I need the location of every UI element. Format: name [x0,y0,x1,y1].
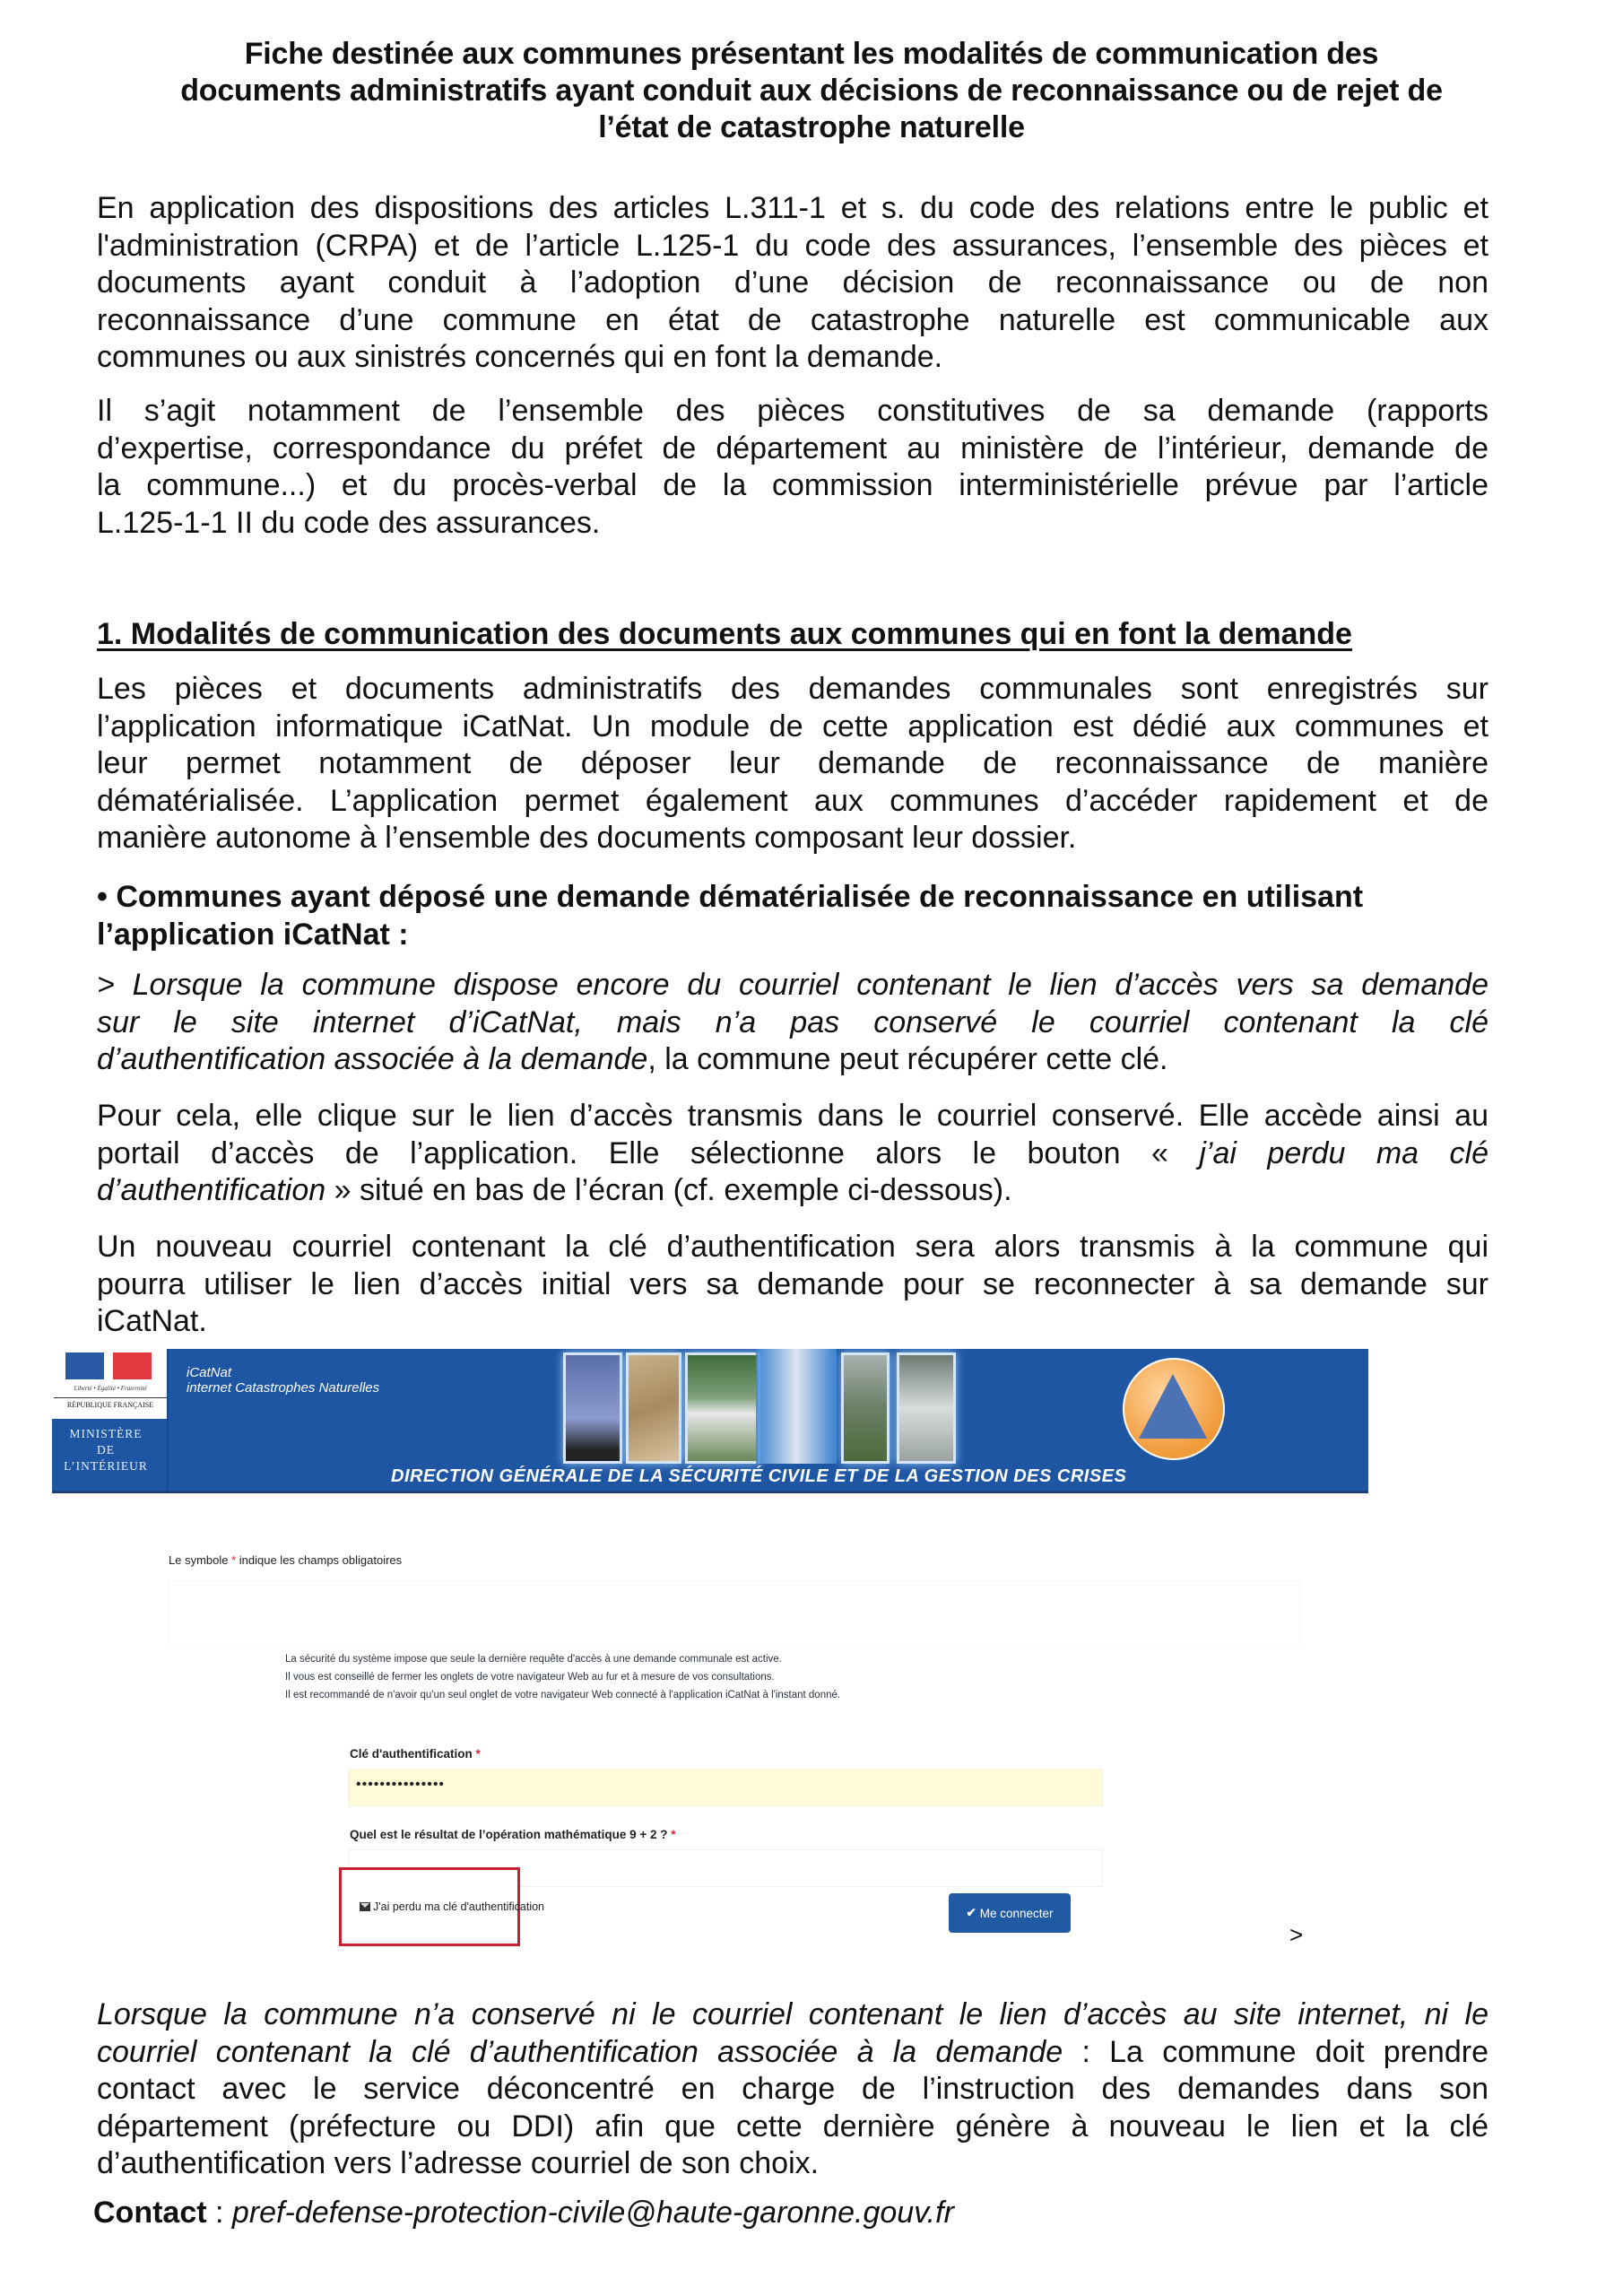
text-line: Pour cela, elle clique sur le lien d’accès transmis dans le courriel conservé. Elle accède ainsi au [97,1099,1488,1133]
text: Le symbole [169,1553,232,1567]
contact-line [93,2196,954,2231]
text-line: L.125-1-1 II du code des assurances. [97,505,601,540]
text-line: Il s’agit notamment de l’ensemble des pièces constitutives de sa demande (rapports [97,394,1488,428]
chevron-right-icon: > [1289,1921,1304,1948]
envelope-icon [360,1902,370,1911]
connect-button[interactable] [949,1893,1071,1933]
bullet-heading [97,879,1488,953]
text-line: Lorsque la commune n’a conservé ni le courriel contenant le lien d’accès au site internet, ni le [97,1997,1488,2031]
italic-text: d’authentification associée à la demande [97,1042,648,1076]
flood-rescue-photo [685,1352,760,1464]
required-star: * [231,1553,237,1567]
securite-civile-triangle-icon [1139,1374,1207,1439]
case-1-paragraph [97,967,1488,1079]
text-line: contact avec le service déconcentré en charge de l’instruction des demandes dans son [97,2072,1488,2106]
section-paragraph [97,671,1488,857]
text-line: Un nouveau courriel contenant la clé d’authentification sera alors transmis à la commune qui [97,1230,1488,1264]
text-line [97,1041,1488,1079]
text-line: pourra utiliser le lien d’accès initial vers sa demande pour se reconnecter à sa demande sur [97,1266,1488,1301]
text-line: l’application informatique iCatNat. Un module de cette application est dédié aux communes et [97,709,1488,744]
text-line: En application des dispositions des articles L.311-1 et s. du code des relations entre le public et [97,191,1488,225]
italic-text: courriel contenant la clé d’authentification associée à la demande [97,2034,1063,2069]
contact-label: Contact [93,2196,207,2230]
text-line: iCatNat. [97,1304,207,1338]
title-line: documents administratifs ayant conduit aux décisions de reconnaissance ou de rejet de [180,74,1443,108]
wave-photo [897,1352,956,1464]
auth-key-label [350,1747,481,1761]
ministry-line: L’INTÉRIEUR [64,1459,148,1473]
app-title [187,1365,379,1396]
ministry-line: DE [97,1443,115,1457]
required-star: * [671,1828,676,1841]
lost-key-link[interactable] [360,1900,544,1913]
banner-divider [167,1349,169,1491]
text-line: l'administration (CRPA) et de l’article L.125-1 du code des assurances, l’ensemble des pièces et [97,228,1488,263]
text-line: dématérialisée. L’application permet également aux communes d’accéder rapidement et de [97,783,1488,818]
title-line: l’état de catastrophe naturelle [598,110,1025,144]
ministry-name [52,1426,160,1474]
masked-value: ••••••••••••••• [356,1777,446,1792]
text-line [97,1135,1488,1173]
text-line: reconnaissance d’une commune en état de catastrophe naturelle est communicable aux [97,302,1488,337]
icatnat-login-screenshot [52,1349,1370,1977]
new-email-paragraph [97,1229,1488,1341]
checkmark-icon: ✔ [966,1906,976,1919]
security-notice [285,1650,840,1704]
marianne-flag-icon [65,1352,152,1379]
text-line: d’authentification vers l’adresse courriel de son choix. [97,2146,820,2180]
required-fields-note [169,1553,402,1567]
direction-name: DIRECTION GÉNÉRALE DE LA SÉCURITÉ CIVILE ET DE LA GESTION DES CRISES [391,1466,1127,1486]
text-line: l’application iCatNat : [97,917,409,952]
section-heading: 1. Modalités de communication des documents aux communes qui en font la demande [97,617,1352,651]
disaster-photo-strip [447,1349,1128,1464]
contact-email-link[interactable]: pref-defense-protection-civile@haute-garonne.gouv.fr [231,2196,954,2230]
text-line: Les pièces et documents administratifs des demandes communales sont enregistrés sur [97,672,1488,706]
separator: : [206,2196,232,2230]
text-line: > Lorsque la commune dispose encore du courriel contenant le lien d’accès vers sa demande [97,968,1488,1002]
title-line: Fiche destinée aux communes présentant les modalités de communication des [244,37,1379,71]
republic-motto: Liberté • Égalité • Fraternité [74,1385,147,1392]
italic-text: d’authentification [97,1173,326,1207]
text: : La commune doit prendre [1063,2034,1488,2069]
text: Clé d'authentification [350,1747,473,1761]
italic-text: j’ai perdu ma clé [1199,1135,1489,1170]
republique-francaise-logo [52,1349,169,1419]
security-line: La sécurité du système impose que seule la dernière requête d'accès à une demande communale est active. [285,1654,782,1665]
security-line: Il est recommandé de n'avoir qu'un seul onglet de votre navigateur Web connecté à l'application iCatNat à l'instant donné. [285,1690,841,1700]
app-subtitle: internet Catastrophes Naturelles [187,1380,380,1396]
instructions-paragraph [97,1098,1488,1210]
storm-photo [841,1352,890,1464]
republic-name: RÉPUBLIQUE FRANÇAISE [54,1397,167,1409]
text-line: d’expertise, correspondance du préfet de département au ministère de l’intérieur, demande de [97,430,1488,465]
app-name: iCatNat [187,1365,232,1380]
text-line: manière autonome à l’ensemble des documents composant leur dossier. [97,821,1077,855]
intro-paragraph-1 [97,190,1488,377]
text-line: • Communes ayant déposé une demande dématérialisée de reconnaissance en utilisant [97,880,1364,914]
text: , la commune peut récupérer cette clé. [647,1042,1168,1076]
icatnat-banner [52,1349,1368,1493]
text: portail d’accès de l’application. Elle sélectionne alors le bouton « [97,1135,1200,1170]
text-line: la commune...) et du procès-verbal de la commission interministérielle prévue par l’article [97,468,1488,502]
text-line: documents ayant conduit à l’adoption d’une décision de reconnaissance ou de non [97,265,1488,300]
text: Quel est le résultat de l’opération mathématique 9 + 2 ? [350,1828,668,1841]
security-line: Il vous est conseillé de fermer les onglets de votre navigateur Web au fur et à mesure de vos consultations. [285,1672,775,1683]
text-line: leur permet notamment de déposer leur demande de reconnaissance de manière [97,746,1488,780]
text-line: sur le site internet d’iCatNat, mais n’a pas conservé le courriel contenant la clé [97,1004,1488,1039]
button-label: Me connecter [979,1906,1054,1920]
scan-bleed-through [169,1580,1300,1645]
text-line [97,1172,1488,1210]
auth-key-input[interactable] [348,1769,1103,1806]
required-star: * [475,1747,481,1761]
text: indique les champs obligatoires [236,1553,403,1567]
text-line [97,2034,1488,2072]
captcha-label [350,1828,676,1841]
text-line: communes ou aux sinistrés concernés qui en font la demande. [97,340,943,374]
lost-key-highlight-box [339,1867,544,1946]
intro-paragraph-2 [97,393,1488,542]
light-glow-decoration [756,1349,837,1464]
document-title [90,36,1533,146]
text: » situé en bas de l’écran (cf. exemple ci-dessous). [325,1173,1012,1207]
drought-cracked-ground-photo [626,1352,681,1464]
case-2-paragraph [97,1996,1488,2183]
text-line: département (préfecture ou DDI) afin que cette dernière génère à nouveau le lien et la clé [97,2109,1488,2144]
lightning-photo [563,1352,622,1464]
link-label: J'ai perdu ma clé d'authentification [373,1900,544,1913]
ministry-line: MINISTÈRE [69,1427,143,1440]
